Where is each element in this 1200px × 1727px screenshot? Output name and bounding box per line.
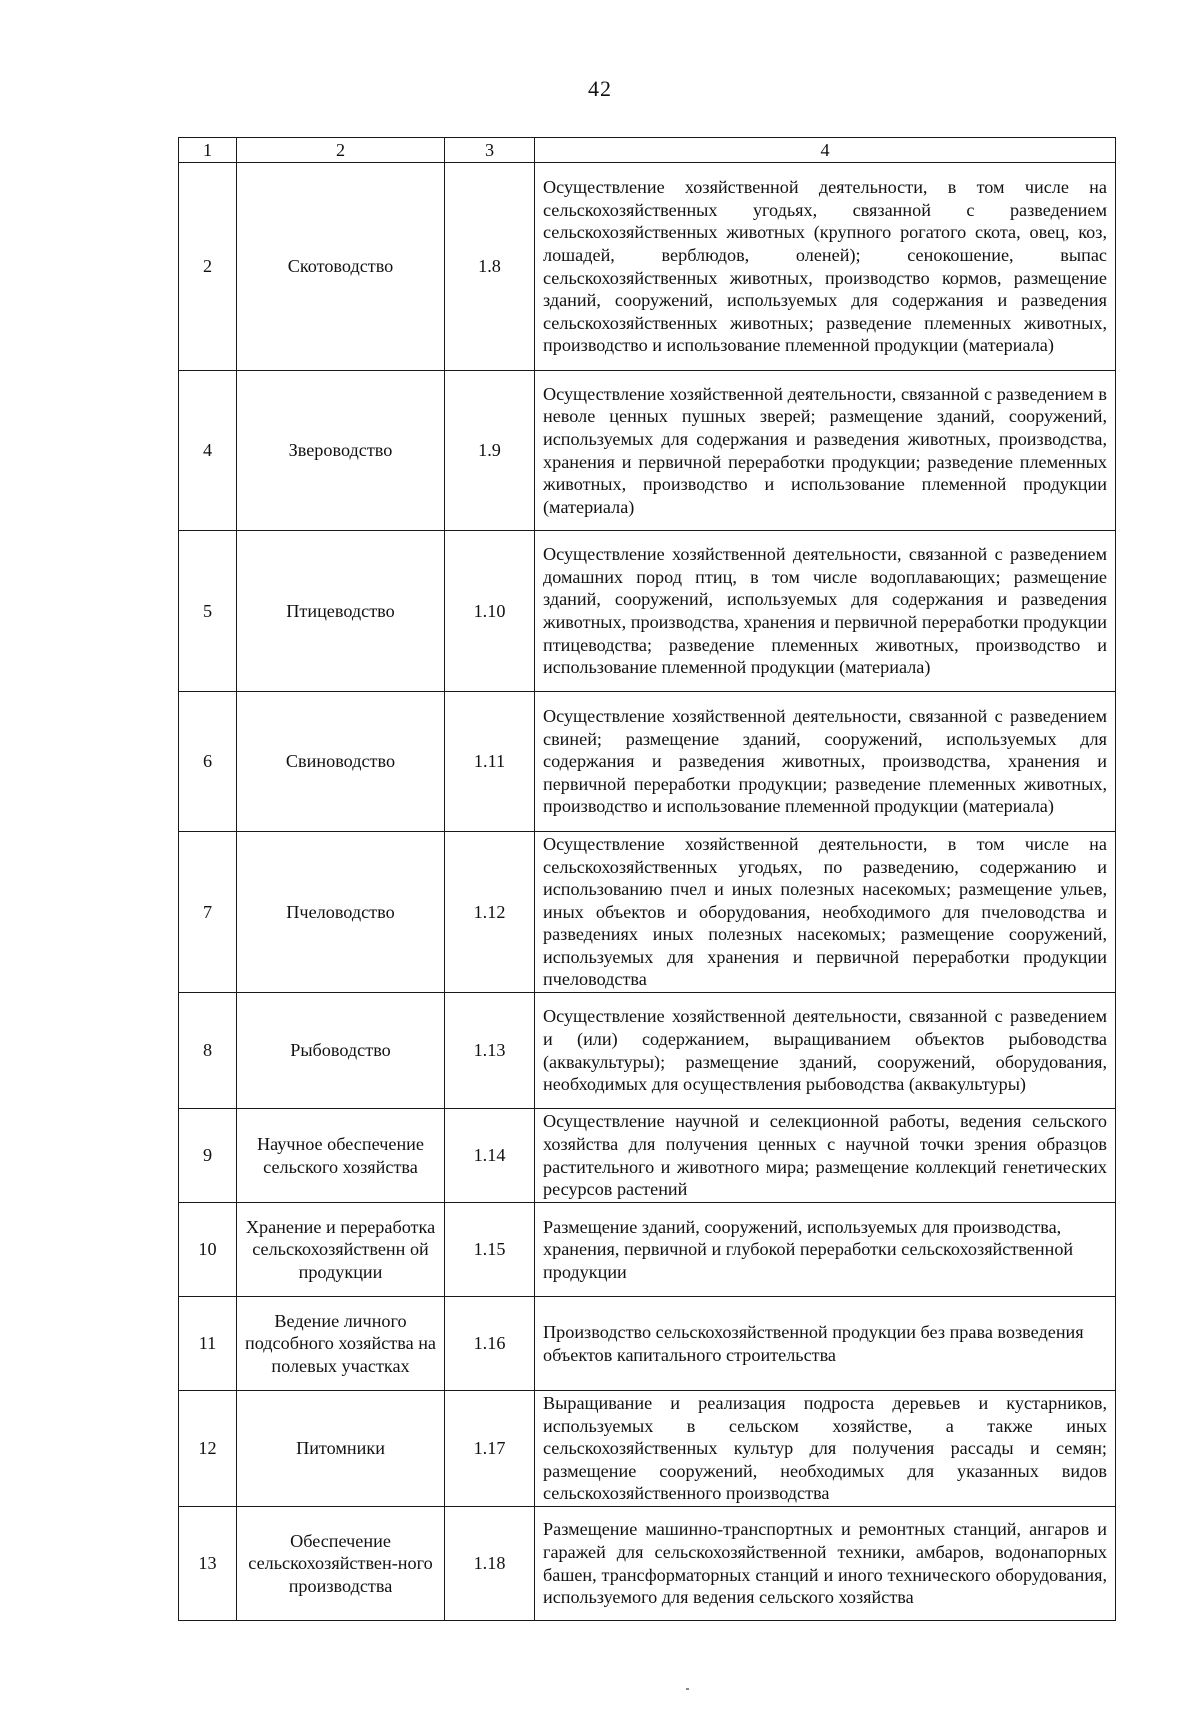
land-use-description: Производство сельскохозяйственной продукции без права возведения объектов капитального строительства [535,1297,1116,1391]
land-use-name: Пчеловодство [237,832,445,993]
land-use-description: Осуществление хозяйственной деятельности, связанной с разведением и (или) содержанием, выращиванием объектов рыбоводства (аквакультуры); размещение зданий, сооружений, оборудования, необходимых для осуществления рыбоводства (аквакультуры) [535,993,1116,1109]
land-use-table [178,137,1116,1621]
row-number: 12 [179,1391,237,1507]
land-use-code: 1.13 [445,993,535,1109]
row-number: 5 [179,531,237,692]
land-use-description: Осуществление хозяйственной деятельности, связанной с разведением свиней; размещение зданий, сооружений, используемых для содержания и разведения животных, производства, хранения и первичной переработки продукции; разведение племенных животных, производство и использование племенной продукции (материала) [535,692,1116,832]
land-use-code: 1.14 [445,1109,535,1203]
land-use-code: 1.15 [445,1203,535,1297]
land-use-code: 1.17 [445,1391,535,1507]
land-use-name: Скотоводство [237,163,445,371]
land-use-code: 1.10 [445,531,535,692]
table-row [179,531,1116,692]
land-use-description: Размещение зданий, сооружений, используемых для производства, хранения, первичной и глубокой переработки сельскохозяйственной продукции [535,1203,1116,1297]
page-number: 42 [588,76,612,101]
table-row [179,692,1116,832]
table-row [179,1507,1116,1621]
land-use-code: 1.9 [445,371,535,531]
column-header-2: 2 [237,138,445,163]
row-number: 7 [179,832,237,993]
land-use-name: Ведение личного подсобного хозяйства на полевых участках [237,1297,445,1391]
land-use-name: Птицеводство [237,531,445,692]
table-row [179,1297,1116,1391]
table-row [179,1391,1116,1507]
column-header-4: 4 [535,138,1116,163]
table-row [179,1109,1116,1203]
land-use-name: Питомники [237,1391,445,1507]
land-use-description: Осуществление хозяйственной деятельности, в том числе на сельскохозяйственных угодьях, связанной с разведением сельскохозяйственных животных (крупного рогатого скота, овец, коз, лошадей, верблюдов, оленей); сенокошение, выпас сельскохозяйственных животных, производство кормов, размещение зданий, сооружений, используемых для содержания и разведения сельскохозяйственных животных; разведение племенных животных, производство и использование племенной продукции (материала) [535,163,1116,371]
row-number: 11 [179,1297,237,1391]
table-row [179,832,1116,993]
header-row [179,138,1116,163]
row-number: 2 [179,163,237,371]
land-use-name: Научное обеспечение сельского хозяйства [237,1109,445,1203]
land-use-description: Осуществление хозяйственной деятельности, связанной с разведением в неволе ценных пушных зверей; размещение зданий, сооружений, используемых для содержания и разведения животных, производства, хранения и первичной переработки продукции; разведение племенных животных, производство и использование племенной продукции (материала) [535,371,1116,531]
land-use-description: Размещение машинно-транспортных и ремонтных станций, ангаров и гаражей для сельскохозяйственной техники, амбаров, водонапорных башен, трансформаторных станций и иного технического оборудования, используемого для ведения сельского хозяйства [535,1507,1116,1621]
table-row [179,163,1116,371]
land-use-description: Осуществление хозяйственной деятельности, связанной с разведением домашних пород птиц, в том числе водоплавающих; размещение зданий, сооружений, используемых для содержания и разведения животных, производства, хранения и первичной переработки продукции птицеводства; разведение племенных животных, производство и использование племенной продукции (материала) [535,531,1116,692]
row-number: 10 [179,1203,237,1297]
table-row [179,993,1116,1109]
land-use-code: 1.11 [445,692,535,832]
row-number: 13 [179,1507,237,1621]
land-use-code: 1.18 [445,1507,535,1621]
land-use-name: Свиноводство [237,692,445,832]
land-use-name: Звероводство [237,371,445,531]
row-number: 9 [179,1109,237,1203]
land-use-description: Осуществление хозяйственной деятельности, в том числе на сельскохозяйственных угодьях, по разведению, содержанию и использованию пчел и иных полезных насекомых; размещение ульев, иных объектов и оборудования, необходимого для пчеловодства и разведениях иных полезных насекомых; размещение сооружений, используемых для хранения и первичной переработки продукции пчеловодства [535,832,1116,993]
column-header-3: 3 [445,138,535,163]
land-use-name: Рыбоводство [237,993,445,1109]
row-number: 4 [179,371,237,531]
row-number: 8 [179,993,237,1109]
row-number: 6 [179,692,237,832]
table-row [179,371,1116,531]
land-use-code: 1.12 [445,832,535,993]
land-use-name: Обеспечение сельскохозяйствен-ного производства [237,1507,445,1621]
land-use-description: Выращивание и реализация подроста деревьев и кустарников, используемых в сельском хозяйстве, а также иных сельскохозяйственных культур для получения рассады и семян; размещение сооружений, необходимых для указанных видов сельскохозяйственного производства [535,1391,1116,1507]
land-use-code: 1.16 [445,1297,535,1391]
scan-speck [686,1688,689,1690]
land-use-description: Осуществление научной и селекционной работы, ведения сельского хозяйства для получения ценных с научной точки зрения образцов растительного и животного мира; размещение коллекций генетических ресурсов растений [535,1109,1116,1203]
land-use-name: Хранение и переработка сельскохозяйственн ой продукции [237,1203,445,1297]
land-use-code: 1.8 [445,163,535,371]
table-row [179,1203,1116,1297]
column-header-1: 1 [179,138,237,163]
